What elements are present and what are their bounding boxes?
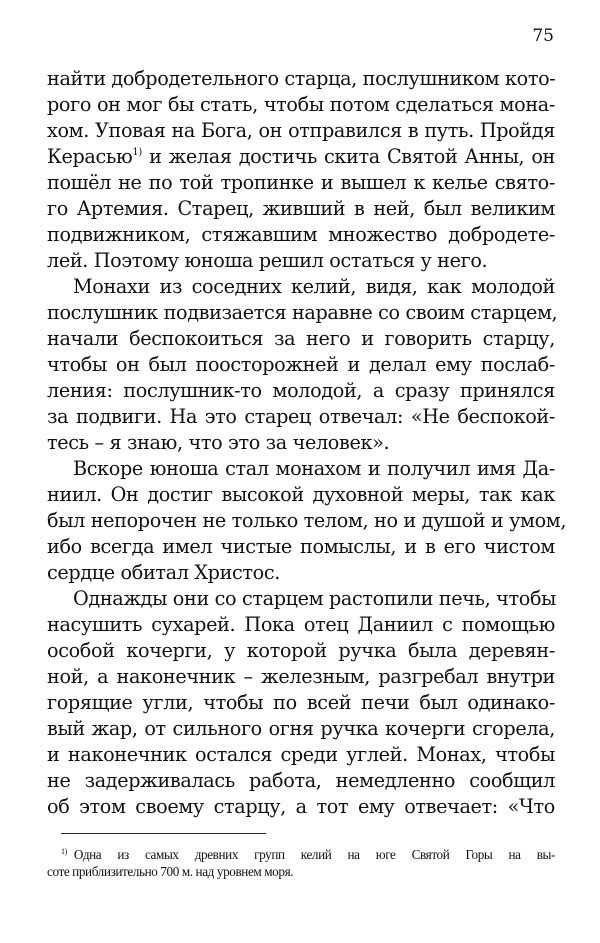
body-text	[47, 66, 567, 820]
text-line: пошёл не по той тропинке и вышел к келье свято-	[47, 171, 555, 194]
page-number: 75	[532, 26, 554, 46]
text-line: вый жар, от сильного огня ручка кочерги сгорела,	[47, 717, 555, 740]
footnote	[47, 846, 555, 880]
text-line: найти добродетельного старца, послушником кото-	[47, 67, 556, 90]
text-line	[47, 144, 555, 170]
text-line: горящие угли, чтобы по всей печи был одинако-	[47, 691, 555, 714]
text-line: лей. Поэтому юноша решил остаться у него.	[47, 249, 488, 272]
text-line: хом. Уповая на Бога, он отправился в путь. Пройдя	[47, 119, 555, 142]
footnote-line	[47, 846, 555, 863]
paragraph	[47, 66, 555, 274]
text-line: начали беспокоиться за него и говорить старцу,	[47, 327, 555, 350]
footnote-marker: 1)	[61, 847, 67, 856]
footnote-reference: 1)	[132, 147, 142, 158]
text-line: послушник подвизается наравне со своим старцем,	[47, 301, 558, 324]
text-line: ной, а наконечник – железным, разгребал внутри	[47, 665, 555, 688]
text-line: ниил. Он достиг высокой духовной меры, так как	[47, 483, 555, 506]
text-line: об этом своему старцу, а тот ему отвечает: «Что	[47, 795, 555, 818]
paragraph	[47, 274, 558, 456]
text-line: и наконечник остался среди углей. Монах, чтобы	[47, 743, 555, 766]
text-line: ибо всегда имел чистые помыслы, и в его чистом	[47, 535, 555, 558]
text-line: особой кочерги, у которой ручка была деревян-	[47, 639, 555, 662]
text-line: за подвиги. На это старец отвечал: «Не беспокой-	[47, 405, 555, 428]
text-line: был непорочен не только телом, но и душой и умом,	[47, 509, 567, 532]
footnote-text: Одна из самых древних групп келий на юге Святой Горы на вы-	[73, 847, 555, 862]
text-line: ления: послушник-то молодой, а сразу принялся	[47, 379, 555, 402]
text-line: Однажды они со старцем растопили печь, чтобы	[73, 587, 557, 610]
paragraph	[47, 456, 567, 586]
text-line: насушить сухарей. Пока отец Даниил с помощью	[47, 613, 555, 636]
text-line: чтобы он был поосторожней и делал ему послаб-	[47, 353, 555, 376]
text-line: подвижником, стяжавшим множество добродете-	[47, 223, 555, 246]
text-line: рого он мог бы стать, чтобы потом сделаться мона-	[47, 93, 555, 116]
text-line: сердце обитал Христос.	[47, 561, 281, 584]
text-line: Вскоре юноша стал монахом и получил имя Да-	[73, 457, 555, 480]
text-line: не задерживалась работа, немедленно сообщил	[47, 769, 555, 792]
text-fragment: Керасью	[47, 145, 133, 168]
text-line: тесь – я знаю, что это за человек».	[47, 431, 390, 454]
paragraph	[47, 586, 555, 820]
text-line: го Артемия. Старец, живший в ней, был великим	[47, 197, 555, 220]
footnote-line: соте приблизительно 700 м. над уровнем моря.	[47, 864, 294, 879]
text-line: Монахи из соседних келий, видя, как молодой	[73, 275, 555, 298]
text-fragment: и желая достичь скита Святой Анны, он	[141, 145, 555, 168]
footnote-divider	[61, 833, 266, 834]
